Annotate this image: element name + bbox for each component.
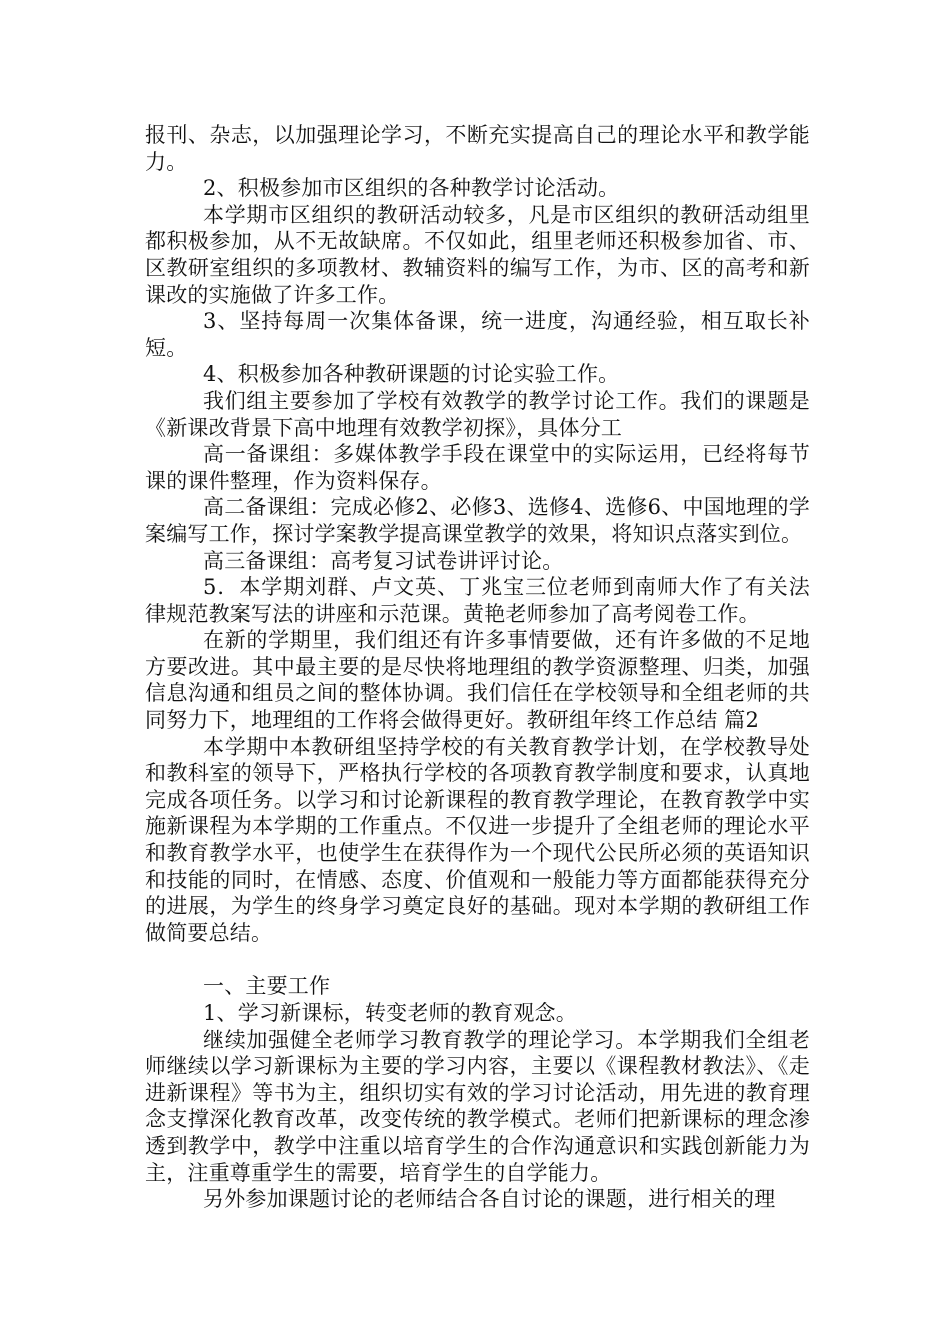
paragraph: 另外参加课题讨论的老师结合各自讨论的课题，进行相关的理 xyxy=(203,1187,776,1212)
paragraph: 1、学习新课标，转变老师的教育观念。 xyxy=(203,1001,577,1025)
paragraph: 2、积极参加市区组织的各种教学讨论活动。 xyxy=(203,176,620,201)
document-body xyxy=(145,122,810,1213)
paragraph: 5．本学期刘群、卢文英、丁兆宝三位老师到南师大作了有关法律规范教案写法的讲座和示范课。黄艳老师参加了高考阅卷工作。 xyxy=(145,575,810,626)
paragraph: 报刊、杂志，以加强理论学习，不断充实提高自己的理论水平和教学能力。 xyxy=(145,123,810,174)
paragraph: 本学期中本教研组坚持学校的有关教育教学计划，在学校教导处和教科室的领导下，严格执行学校的各项教育教学制度和要求，认真地完成各项任务。以学习和讨论新课程的教育教学理论，在教育教学中实施新课程为本学期的工作重点。不仅进一步提升了全组老师的理论水平和教育教学水平，也使学生在获得作为一个现代公民所必须的英语知识和技能的同时，在情感、态度、价值观和一般能力等方面都能获得充分的进展，为学生的终身学习奠定良好的基础。现对本学期的教研组工作做简要总结。 xyxy=(145,734,810,945)
paragraph: 4、积极参加各种教研课题的讨论实验工作。 xyxy=(203,362,620,387)
paragraph: 继续加强健全老师学习教育教学的理论学习。本学期我们全组老师继续以学习新课标为主要的学习内容，主要以《课程教材教法》、《走进新课程》等书为主，组织切实有效的学习讨论活动，用先进的教育理念支撑深化教育改革，改变传统的教学模式。老师们把新课标的理念渗透到教学中，教学中注重以培育学生的合作沟通意识和实践创新能力为主，注重尊重学生的需要，培育学生的自学能力。 xyxy=(145,1027,810,1185)
paragraph: 高一备课组：多媒体教学手段在课堂中的实际运用，已经将每节课的课件整理，作为资料保存。 xyxy=(145,442,810,493)
paragraph: 在新的学期里，我们组还有许多事情要做，还有许多做的不足地方要改进。其中最主要的是尽快将地理组的教学资源整理、归类，加强信息沟通和组员之间的整体协调。我们信任在学校领导和全组老师的共同努力下，地理组的工作将会做得更好。教研组年终工作总结 篇2 xyxy=(145,628,810,733)
paragraph: 一、主要工作 xyxy=(203,974,331,999)
paragraph: 本学期市区组织的教研活动较多，凡是市区组织的教研活动组里都积极参加，从不无故缺席。不仅如此，组里老师还积极参加省、市、区教研室组织的多项教材、教辅资料的编写工作，为市、区的高考和新课改的实施做了许多工作。 xyxy=(145,202,810,307)
paragraph: 高三备课组：高考复习试卷讲评讨论。 xyxy=(203,548,564,573)
paragraph: 高二备课组：完成必修2、必修3、选修4、选修6、中国地理的学案编写工作，探讨学案教学提高课堂教学的效果，将知识点落实到位。 xyxy=(145,495,810,546)
blank-line xyxy=(145,946,810,973)
paragraph: 3、坚持每周一次集体备课，统一进度，沟通经验，相互取长补短。 xyxy=(145,309,810,360)
paragraph: 我们组主要参加了学校有效教学的教学讨论工作。我们的课题是《新课改背景下高中地理有效教学初探》，具体分工 xyxy=(145,388,810,440)
